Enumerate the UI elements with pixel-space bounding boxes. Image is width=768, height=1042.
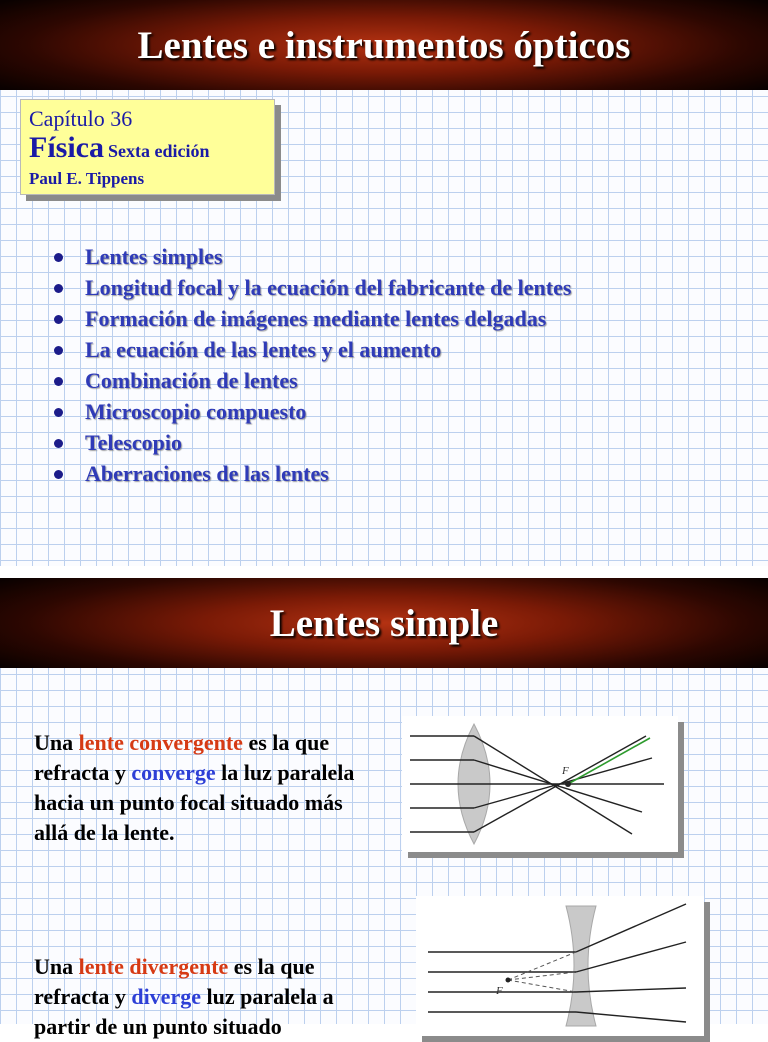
diverging-lens-paragraph (34, 952, 374, 1042)
bullet-icon (54, 377, 63, 386)
term-diverge: diverge (131, 984, 201, 1009)
topic-list (50, 241, 630, 489)
refracted-rays (474, 736, 652, 834)
slide-title: Lentes e instrumentos ópticos (137, 23, 631, 67)
topic-item (50, 365, 630, 396)
topic-text: Combinación de lentes (85, 368, 298, 393)
chapter-label: Capítulo 36 (29, 106, 133, 131)
topic-item (50, 272, 630, 303)
text-run: Una (34, 954, 79, 979)
title-bar (0, 578, 768, 668)
bullet-icon (54, 470, 63, 479)
diverging-lens-svg (416, 896, 704, 1036)
bullet-icon (54, 408, 63, 417)
topic-text: Microscopio compuesto (85, 399, 307, 424)
text-run: Una (34, 730, 79, 755)
bullet-icon (54, 284, 63, 293)
bullet-icon (54, 346, 63, 355)
converging-lens-diagram (402, 716, 678, 852)
subject-title: Física (29, 131, 104, 164)
topic-item (50, 458, 630, 489)
text-run: es la que refracta y (34, 730, 330, 785)
text-run: la luz paralela hacia un punto focal situado más allá de la lente. (34, 760, 355, 845)
title-bar (0, 0, 768, 90)
focal-point-label: F (496, 985, 503, 997)
concave-lens-shape (566, 906, 596, 1026)
topic-text: Lentes simples (85, 244, 223, 269)
term-diverging-lens: lente divergente (78, 954, 229, 979)
focal-point-label: F (562, 765, 569, 777)
topic-item (50, 241, 630, 272)
diverging-lens-diagram (416, 896, 704, 1036)
text-run: es la que refracta y (34, 954, 315, 1009)
topic-item (50, 334, 630, 365)
topic-item (50, 427, 630, 458)
bullet-icon (54, 439, 63, 448)
bullet-icon (54, 253, 63, 262)
book-info-box (20, 99, 275, 195)
topic-text: La ecuación de las lentes y el aumento (85, 337, 442, 362)
term-converging-lens: lente convergente (78, 730, 243, 755)
slide-lentes-simple (0, 578, 768, 1039)
green-ray (568, 738, 650, 784)
edition-label: Sexta edición (108, 141, 210, 161)
term-converge: converge (131, 760, 216, 785)
author-name: Paul E. Tippens (29, 169, 145, 188)
bullet-icon (54, 315, 63, 324)
incident-rays (410, 736, 664, 832)
topic-item (50, 303, 630, 334)
topic-text: Telescopio (85, 430, 182, 455)
focal-point-dot (506, 978, 511, 983)
text-run: luz paralela a partir de un punto situado (34, 984, 334, 1039)
subject-line (29, 132, 266, 169)
slide-title: Lentes simple (269, 601, 499, 645)
focal-point-dot (565, 781, 571, 787)
topic-text: Formación de imágenes mediante lentes delgadas (85, 306, 547, 331)
topic-item (50, 396, 630, 427)
topic-text: Aberraciones de las lentes (85, 461, 329, 486)
converging-lens-svg (402, 716, 678, 852)
topic-text: Longitud focal y la ecuación del fabricante de lentes (85, 275, 572, 300)
converging-lens-paragraph (34, 728, 374, 848)
